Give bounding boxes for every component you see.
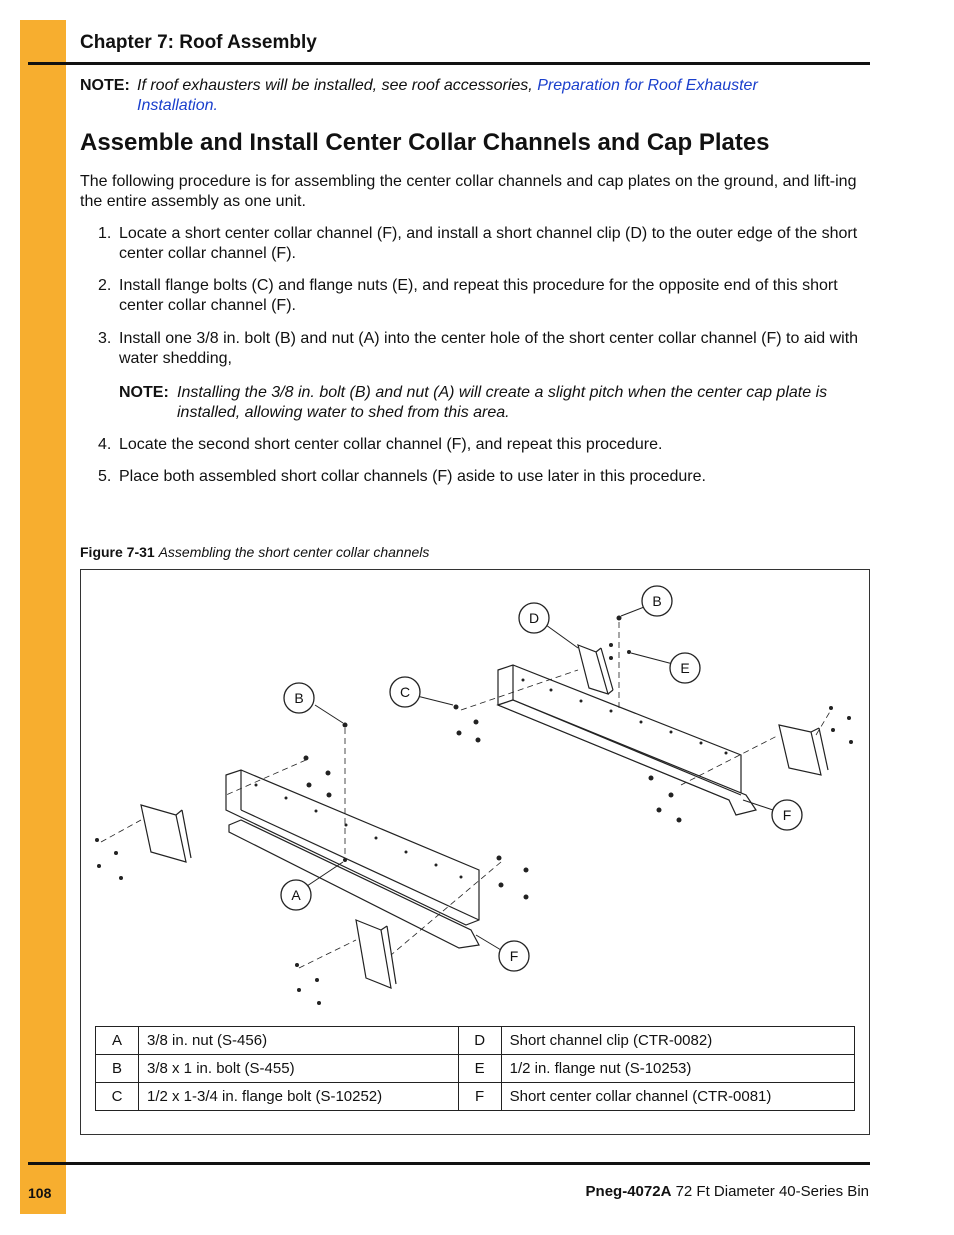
table-row — [96, 1083, 855, 1111]
table-row — [96, 1055, 855, 1083]
callout-C — [390, 677, 420, 707]
callout-label: A — [291, 887, 301, 903]
callout-B-left — [284, 683, 314, 713]
callout-label: C — [399, 684, 411, 700]
figure-title: Assembling the short center collar channels — [158, 544, 430, 560]
footer-divider — [28, 1162, 870, 1165]
document-id — [586, 1183, 869, 1200]
legend-key: C — [96, 1083, 139, 1111]
callout-label: F — [782, 807, 792, 823]
callout-label: F — [509, 948, 519, 964]
legend-key: D — [458, 1027, 501, 1055]
doc-title: 72 Ft Diameter 40-Series Bin — [675, 1183, 869, 1200]
figure-frame — [80, 569, 870, 1135]
legend-desc: 3/8 x 1 in. bolt (S-455) — [139, 1055, 459, 1083]
callout-E — [670, 653, 700, 683]
step-text: Install flange bolts (C) and flange nuts (E), and repeat this procedure for the opposite end of this short center collar channel (F). — [119, 277, 838, 314]
step-text: Locate a short center collar channel (F), and install a short channel clip (D) to the outer edge of the short center collar channel (F). — [119, 225, 858, 262]
figure-number: Figure 7-31 — [80, 544, 155, 560]
chapter-heading: Chapter 7: Roof Assembly — [80, 32, 317, 53]
legend-key: A — [96, 1027, 139, 1055]
callout-label: B — [652, 593, 662, 609]
legend-desc: 1/2 in. flange nut (S-10253) — [501, 1055, 854, 1083]
callout-D — [519, 603, 549, 633]
legend-key: F — [458, 1083, 501, 1111]
step-number: 1. — [98, 225, 112, 242]
step-number: 2. — [98, 277, 112, 294]
legend-desc: Short center collar channel (CTR-0081) — [501, 1083, 854, 1111]
intro-paragraph: The following procedure is for assembling the center collar channels and cap plates on the ground, and lift-ing the entire assembly as one unit. — [80, 173, 857, 210]
note-body: If roof exhausters will be installed, see roof accessories, — [137, 77, 533, 94]
callout-label: E — [680, 660, 690, 676]
parts-legend-table — [95, 1026, 855, 1111]
note-label: NOTE: — [119, 384, 169, 401]
note-text — [137, 76, 837, 116]
callout-B-right — [642, 586, 672, 616]
table-row — [96, 1027, 855, 1055]
doc-code: Pneg-4072A — [585, 1183, 672, 1200]
legend-desc: 1/2 x 1-3/4 in. flange bolt (S-10252) — [139, 1083, 459, 1111]
step-text: Place both assembled short collar channels (F) aside to use later in this procedure. — [119, 468, 706, 485]
callout-F-upper — [772, 800, 802, 830]
legend-desc: Short channel clip (CTR-0082) — [501, 1027, 854, 1055]
header-divider — [28, 62, 870, 65]
note-label: NOTE: — [80, 77, 130, 94]
step-text: Locate the second short center collar channel (F), and repeat this procedure. — [119, 436, 663, 453]
legend-key: E — [458, 1055, 501, 1083]
page-number: 108 — [28, 1185, 52, 1201]
legend-key: B — [96, 1055, 139, 1083]
section-title: Assemble and Install Center Collar Channels and Cap Plates — [80, 129, 770, 156]
callout-label: D — [528, 610, 540, 626]
roof-exhauster-link[interactable]: Preparation for Roof Exhauster Installation. — [137, 77, 758, 114]
callout-layer — [81, 570, 869, 1020]
chapter-color-bar — [20, 20, 66, 1214]
callout-label: B — [294, 690, 304, 706]
step-number: 5. — [98, 468, 112, 485]
callout-F-lower — [499, 941, 529, 971]
note-text: Installing the 3/8 in. bolt (B) and nut (A) will create a slight pitch when the center cap plate is installed, allowing water to shed from this area. — [177, 384, 828, 421]
legend-desc: 3/8 in. nut (S-456) — [139, 1027, 459, 1055]
step-text: Install one 3/8 in. bolt (B) and nut (A) into the center hole of the short center collar channel (F) to aid with water shedding, — [119, 330, 859, 367]
step-number: 3. — [98, 330, 112, 347]
figure-caption — [80, 544, 429, 560]
callout-A — [281, 880, 311, 910]
step-number: 4. — [98, 436, 112, 453]
